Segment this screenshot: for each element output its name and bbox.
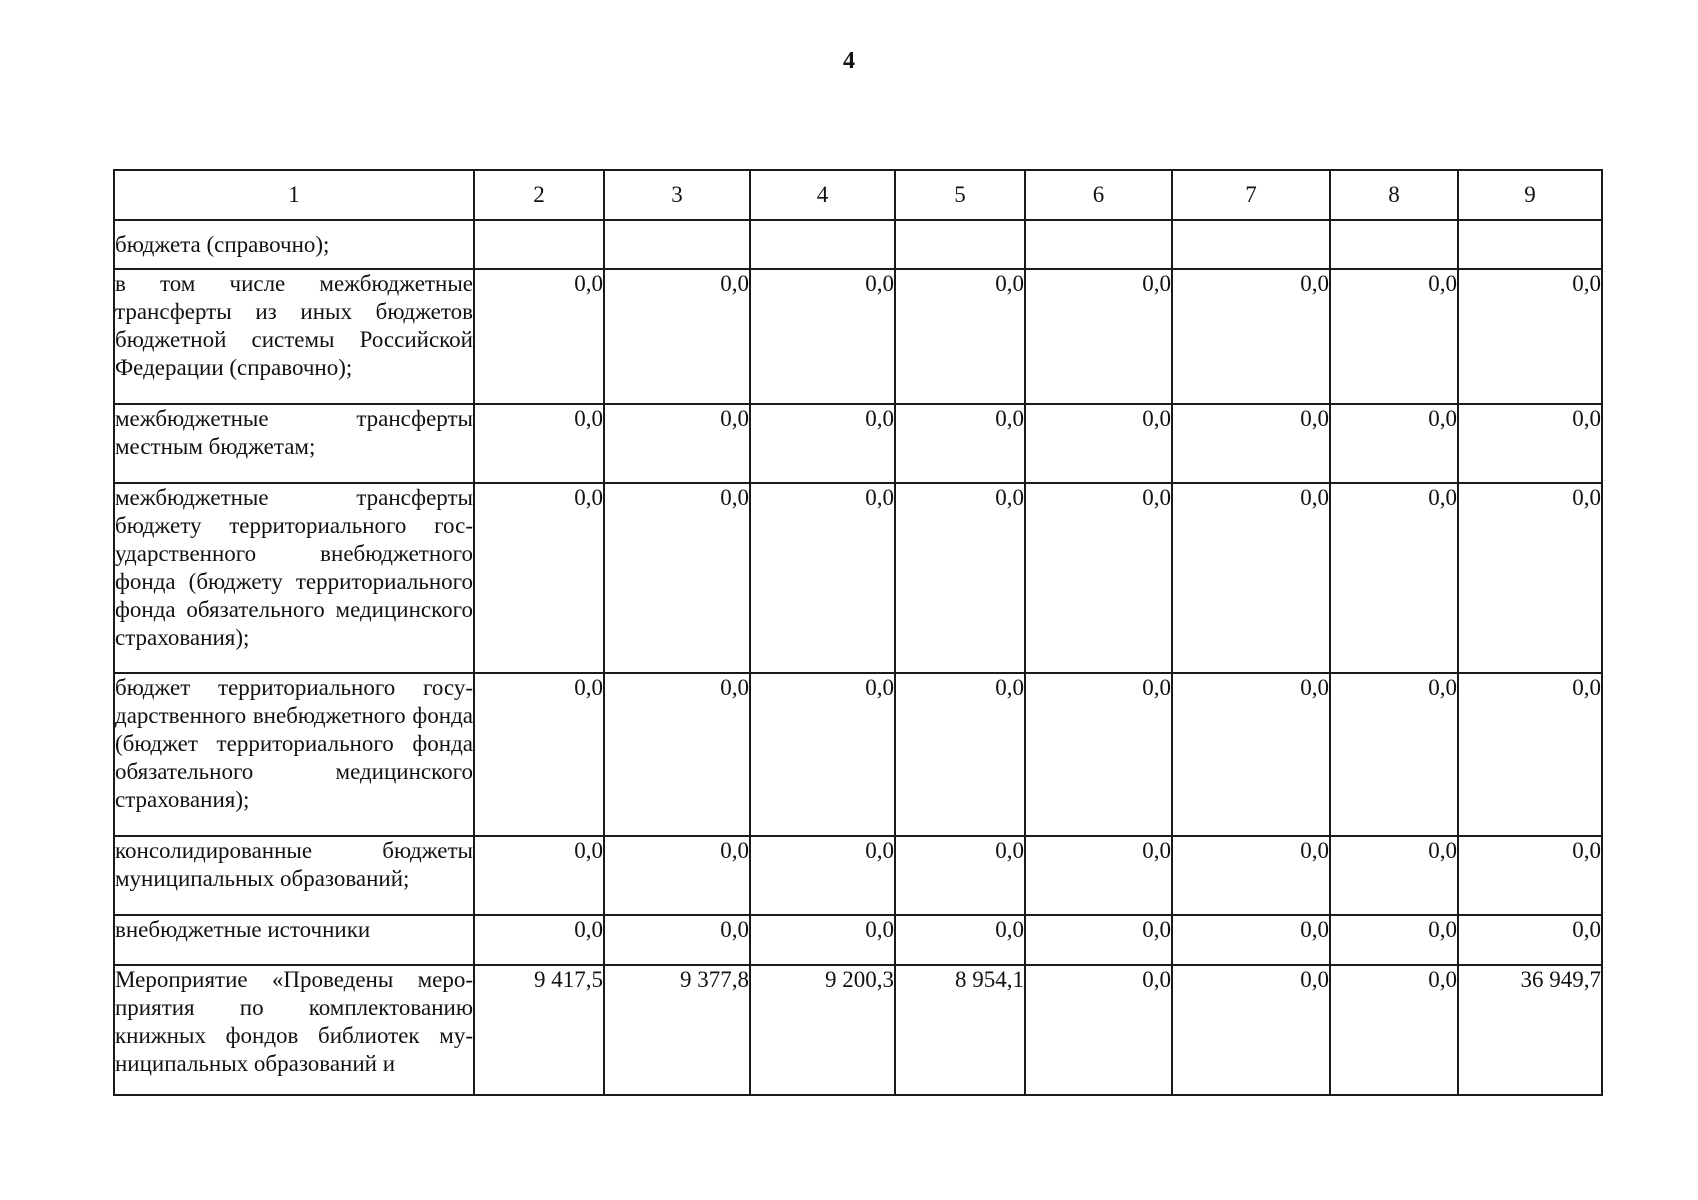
value-cell <box>750 220 895 269</box>
header-cell-6: 6 <box>1025 170 1172 220</box>
value-cell <box>1025 220 1172 269</box>
table-row <box>114 836 1602 915</box>
row-label: консолидированные бюджеты муниципальных образований; <box>114 836 474 915</box>
value-cell: 9 377,8 <box>604 965 750 1095</box>
table-row <box>114 915 1602 965</box>
value-cell: 0,0 <box>1172 404 1330 483</box>
row-label: бюджет территориального государственного внебюджетного фонда (бюджет территориального фонда обязательного медицинского страхования); <box>114 673 474 836</box>
value-cell: 0,0 <box>1458 673 1602 836</box>
value-cell: 9 200,3 <box>750 965 895 1095</box>
value-cell: 0,0 <box>604 404 750 483</box>
value-cell: 0,0 <box>1172 965 1330 1095</box>
value-cell: 0,0 <box>895 404 1025 483</box>
header-cell-5: 5 <box>895 170 1025 220</box>
header-cell-1: 1 <box>114 170 474 220</box>
value-cell: 0,0 <box>1172 483 1330 673</box>
value-cell: 0,0 <box>1025 915 1172 965</box>
value-cell: 0,0 <box>1330 915 1458 965</box>
value-cell: 0,0 <box>474 404 604 483</box>
value-cell: 0,0 <box>750 404 895 483</box>
value-cell: 0,0 <box>604 483 750 673</box>
value-cell: 0,0 <box>1172 836 1330 915</box>
value-cell: 0,0 <box>1458 483 1602 673</box>
header-cell-2: 2 <box>474 170 604 220</box>
value-cell: 0,0 <box>604 673 750 836</box>
table-header-row <box>114 170 1602 220</box>
value-cell: 0,0 <box>1025 404 1172 483</box>
value-cell: 0,0 <box>474 483 604 673</box>
value-cell: 0,0 <box>1172 915 1330 965</box>
value-cell: 0,0 <box>1172 269 1330 404</box>
value-cell: 0,0 <box>1025 269 1172 404</box>
header-cell-8: 8 <box>1330 170 1458 220</box>
value-cell <box>474 220 604 269</box>
value-cell: 0,0 <box>1330 965 1458 1095</box>
value-cell: 0,0 <box>1458 836 1602 915</box>
table-row <box>114 483 1602 673</box>
value-cell <box>1458 220 1602 269</box>
row-label: Мероприятие «Проведены мероприятия по комплектованию книжных фондов библиотек муниципальных образований и <box>114 965 474 1095</box>
value-cell: 0,0 <box>1458 915 1602 965</box>
value-cell: 0,0 <box>1330 836 1458 915</box>
value-cell <box>604 220 750 269</box>
header-cell-3: 3 <box>604 170 750 220</box>
value-cell: 9 417,5 <box>474 965 604 1095</box>
value-cell: 0,0 <box>1330 673 1458 836</box>
value-cell: 0,0 <box>1025 673 1172 836</box>
value-cell: 0,0 <box>1330 483 1458 673</box>
value-cell: 0,0 <box>895 483 1025 673</box>
value-cell: 0,0 <box>1172 673 1330 836</box>
header-cell-7: 7 <box>1172 170 1330 220</box>
value-cell <box>1172 220 1330 269</box>
value-cell <box>1330 220 1458 269</box>
value-cell: 0,0 <box>474 836 604 915</box>
header-cell-4: 4 <box>750 170 895 220</box>
page-number: 4 <box>843 48 855 74</box>
value-cell: 0,0 <box>1025 836 1172 915</box>
header-cell-9: 9 <box>1458 170 1602 220</box>
value-cell: 0,0 <box>474 915 604 965</box>
table-row <box>114 673 1602 836</box>
value-cell: 0,0 <box>474 673 604 836</box>
value-cell: 0,0 <box>1458 404 1602 483</box>
value-cell: 0,0 <box>1025 965 1172 1095</box>
value-cell: 0,0 <box>1025 483 1172 673</box>
value-cell: 0,0 <box>1458 269 1602 404</box>
value-cell: 0,0 <box>895 269 1025 404</box>
value-cell: 0,0 <box>895 836 1025 915</box>
table-row <box>114 269 1602 404</box>
row-label: внебюджетные источники <box>114 915 474 965</box>
value-cell: 0,0 <box>1330 404 1458 483</box>
value-cell: 0,0 <box>750 915 895 965</box>
value-cell: 0,0 <box>604 915 750 965</box>
budget-table <box>113 169 1603 1096</box>
table-row <box>114 965 1602 1095</box>
table-row <box>114 220 1602 269</box>
value-cell: 0,0 <box>895 915 1025 965</box>
value-cell: 0,0 <box>1330 269 1458 404</box>
value-cell <box>895 220 1025 269</box>
value-cell: 36 949,7 <box>1458 965 1602 1095</box>
row-label: межбюджетные трансферты местным бюджетам; <box>114 404 474 483</box>
value-cell: 0,0 <box>750 673 895 836</box>
row-label: межбюджетные трансферты бюджету территориального государственного внебюджетного фонда (бюджету территориального фонда обязательного медицинского страхования); <box>114 483 474 673</box>
row-label: в том числе межбюджетные трансферты из иных бюджетов бюджетной системы Российской Федерации (справочно); <box>114 269 474 404</box>
value-cell: 0,0 <box>750 836 895 915</box>
table-row <box>114 404 1602 483</box>
value-cell: 8 954,1 <box>895 965 1025 1095</box>
value-cell: 0,0 <box>895 673 1025 836</box>
value-cell: 0,0 <box>474 269 604 404</box>
value-cell: 0,0 <box>604 269 750 404</box>
value-cell: 0,0 <box>604 836 750 915</box>
value-cell: 0,0 <box>750 483 895 673</box>
row-label: бюджета (справочно); <box>114 220 474 269</box>
value-cell: 0,0 <box>750 269 895 404</box>
